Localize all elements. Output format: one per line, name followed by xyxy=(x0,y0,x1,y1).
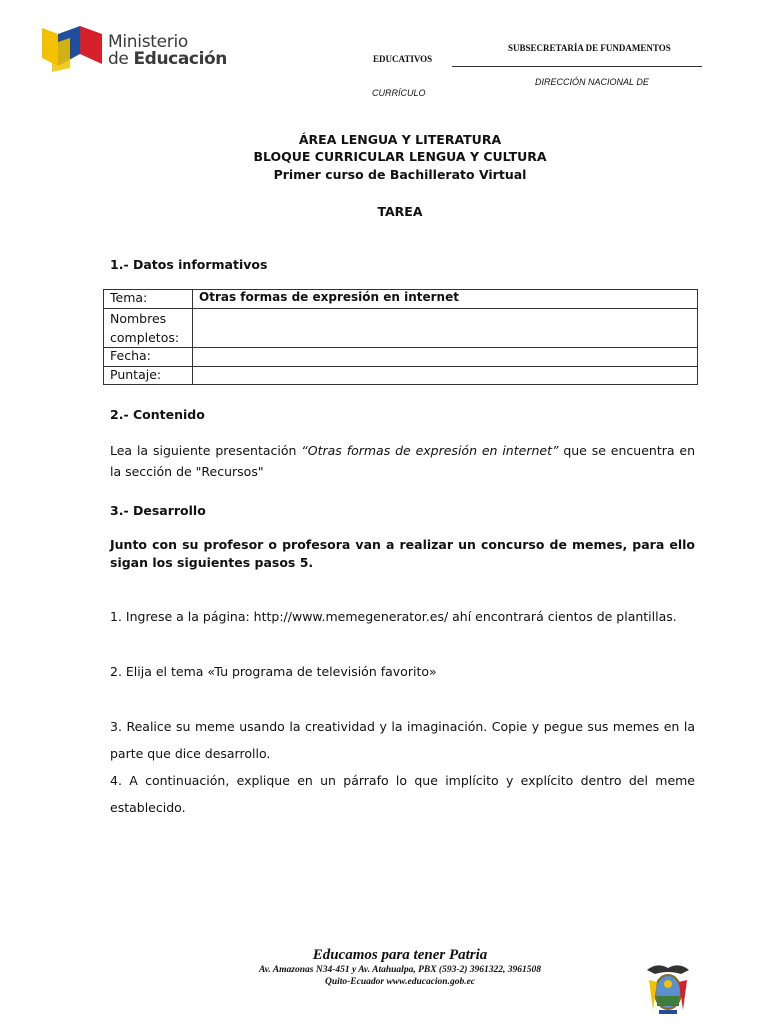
section3-heading: 3.- Desarrollo xyxy=(110,503,206,518)
header-divider xyxy=(452,66,702,67)
fecha-label: Fecha: xyxy=(104,348,193,367)
curriculo-label: CURRÍCULO xyxy=(372,88,426,98)
ecuador-coat-of-arms-icon xyxy=(645,960,691,1016)
title-tarea: TAREA xyxy=(377,204,423,219)
section3-intro: Junto con su profesor o profesora van a realizar un concurso de memes, para ello sigan los siguientes pasos 5. xyxy=(110,537,695,570)
nombres-label: Nombres completos: xyxy=(104,309,193,348)
tema-label: Tema: xyxy=(104,290,193,309)
direccion-label: DIRECCIÓN NACIONAL DE xyxy=(535,77,649,87)
title-bloque: BLOQUE CURRICULAR LENGUA Y CULTURA xyxy=(253,149,547,164)
logo-text xyxy=(108,34,227,68)
tema-value: Otras formas de expresión en internet xyxy=(193,290,698,309)
info-table xyxy=(103,289,698,385)
table-row xyxy=(104,290,698,309)
section2-text: Lea la siguiente presentación “Otras formas de expresión en internet” que se encuentra en la sección de "Recursos" xyxy=(110,443,695,479)
logo-line1: Ministerio xyxy=(108,32,188,52)
fecha-value[interactable] xyxy=(193,348,698,367)
table-row xyxy=(104,367,698,385)
step-2: 2. Elija el tema «Tu programa de televisión favorito» xyxy=(110,664,437,679)
subsecretaria-label: SUBSECRETARÍA DE FUNDAMENTOS xyxy=(508,43,671,53)
puntaje-label: Puntaje: xyxy=(104,367,193,385)
step-4: 4. A continuación, explique en un párrafo lo que implícito y explícito dentro del meme establecido. xyxy=(110,773,695,815)
step-3: 3. Realice su meme usando la creatividad y la imaginación. Copie y pegue sus memes en la parte que dice desarrollo. xyxy=(110,719,695,761)
nombres-value[interactable] xyxy=(193,309,698,348)
section1-heading: 1.- Datos informativos xyxy=(110,257,268,272)
title-area: ÁREA LENGUA Y LITERATURA xyxy=(298,132,502,147)
footer-city: Quito-Ecuador www.educacion.gob.ec xyxy=(324,977,476,987)
table-row xyxy=(104,348,698,367)
footer-address: Av. Amazonas N34-451 y Av. Atahualpa, PBX (593-2) 3961322, 3961508 xyxy=(258,965,542,975)
table-row xyxy=(104,309,698,348)
footer-motto: Educamos para tener Patria xyxy=(312,947,488,963)
puntaje-value[interactable] xyxy=(193,367,698,385)
section2-heading: 2.- Contenido xyxy=(110,407,205,422)
logo-line2: de Educación xyxy=(108,49,227,69)
title-curso: Primer curso de Bachillerato Virtual xyxy=(273,167,527,182)
educativos-label: EDUCATIVOS xyxy=(373,54,433,64)
step-1: 1. Ingrese a la página: http://www.memegenerator.es/ ahí encontrará cientos de plantillas. xyxy=(110,609,677,624)
